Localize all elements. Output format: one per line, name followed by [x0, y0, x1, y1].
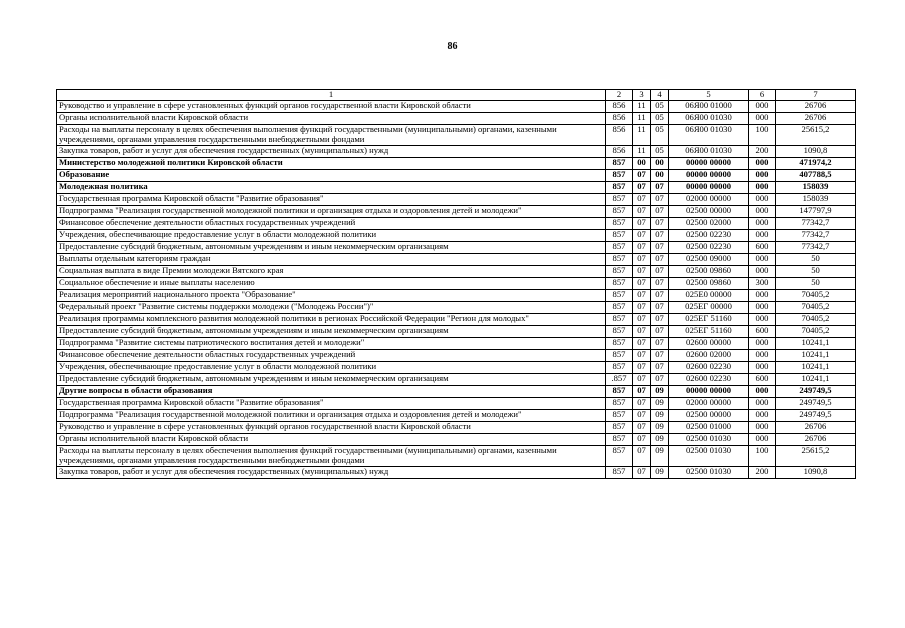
table-row	[57, 385, 856, 397]
row-name-cell: Финансовое обеспечение деятельности областных государственных учреждений	[57, 349, 606, 361]
table-row	[57, 277, 856, 289]
row-amount-cell: 10241,1	[776, 349, 856, 361]
row-code-6-cell: 200	[749, 466, 776, 478]
row-code-2-cell: 857	[606, 445, 633, 466]
row-amount-cell: 50	[776, 277, 856, 289]
row-code-4-cell: 07	[651, 193, 669, 205]
row-code-2-cell: 857	[606, 313, 633, 325]
row-name-cell: Предоставление субсидий бюджетным, автономным учреждениям и иным некоммерческим организациям	[57, 325, 606, 337]
row-amount-cell: 70405,2	[776, 289, 856, 301]
row-name-cell: Финансовое обеспечение деятельности областных государственных учреждений	[57, 217, 606, 229]
table-row	[57, 433, 856, 445]
row-code-6-cell: 000	[749, 101, 776, 113]
header-cell-3: 3	[633, 90, 651, 101]
row-code-5-cell: 06Я00 01030	[669, 145, 749, 157]
row-code-2-cell: 857	[606, 301, 633, 313]
row-code-5-cell: 02500 01000	[669, 421, 749, 433]
row-code-4-cell: 07	[651, 181, 669, 193]
row-code-5-cell: 02500 02230	[669, 241, 749, 253]
row-code-3-cell: 07	[633, 301, 651, 313]
row-amount-cell: 50	[776, 265, 856, 277]
row-code-5-cell: 06Я00 01030	[669, 125, 749, 146]
row-code-4-cell: 07	[651, 289, 669, 301]
row-code-3-cell: 11	[633, 145, 651, 157]
row-code-3-cell: 07	[633, 241, 651, 253]
row-code-6-cell: 000	[749, 113, 776, 125]
table-row	[57, 349, 856, 361]
row-code-2-cell: 857	[606, 265, 633, 277]
table-row	[57, 265, 856, 277]
row-code-3-cell: 07	[633, 445, 651, 466]
row-amount-cell: 471974,2	[776, 157, 856, 169]
row-code-3-cell: 07	[633, 349, 651, 361]
row-amount-cell: 10241,1	[776, 361, 856, 373]
row-code-5-cell: 02600 02230	[669, 361, 749, 373]
row-amount-cell: 1090,8	[776, 466, 856, 478]
header-cell-5: 5	[669, 90, 749, 101]
row-code-2-cell: 857	[606, 361, 633, 373]
row-code-4-cell: 07	[651, 349, 669, 361]
row-code-5-cell: 02500 00000	[669, 205, 749, 217]
row-code-2-cell: 856	[606, 113, 633, 125]
row-name-cell: Учреждения, обеспечивающие предоставление услуг в области молодежной политики	[57, 361, 606, 373]
row-code-2-cell: 857	[606, 229, 633, 241]
row-code-5-cell: 02500 02230	[669, 229, 749, 241]
table-row	[57, 113, 856, 125]
row-code-5-cell: 02500 01030	[669, 466, 749, 478]
row-code-3-cell: 07	[633, 337, 651, 349]
table-row	[57, 289, 856, 301]
header-cell-6: 6	[749, 90, 776, 101]
row-code-4-cell: 09	[651, 385, 669, 397]
row-amount-cell: 249749,5	[776, 409, 856, 421]
row-code-4-cell: 07	[651, 277, 669, 289]
row-code-4-cell: 07	[651, 265, 669, 277]
row-code-5-cell: 00000 00000	[669, 181, 749, 193]
row-code-6-cell: 000	[749, 397, 776, 409]
row-code-2-cell: 857	[606, 181, 633, 193]
row-code-4-cell: 00	[651, 157, 669, 169]
row-code-5-cell: 025ЕГ 00000	[669, 301, 749, 313]
row-code-2-cell: 857	[606, 433, 633, 445]
row-code-5-cell: 06Я00 01030	[669, 113, 749, 125]
row-amount-cell: 26706	[776, 113, 856, 125]
row-code-2-cell: 857	[606, 289, 633, 301]
row-amount-cell: 249749,5	[776, 397, 856, 409]
row-code-4-cell: 05	[651, 125, 669, 146]
table-row	[57, 157, 856, 169]
row-code-3-cell: 07	[633, 205, 651, 217]
row-code-6-cell: 300	[749, 277, 776, 289]
row-code-5-cell: 02500 02000	[669, 217, 749, 229]
row-code-3-cell: 07	[633, 361, 651, 373]
row-amount-cell: 25615,2	[776, 445, 856, 466]
row-code-2-cell: 857	[606, 397, 633, 409]
row-code-3-cell: 07	[633, 433, 651, 445]
row-code-4-cell: 05	[651, 113, 669, 125]
row-code-4-cell: 00	[651, 169, 669, 181]
row-code-6-cell: 000	[749, 253, 776, 265]
header-cell-7: 7	[776, 90, 856, 101]
row-code-5-cell: 02600 02000	[669, 349, 749, 361]
row-code-3-cell: 07	[633, 265, 651, 277]
table-row	[57, 169, 856, 181]
row-code-3-cell: 07	[633, 313, 651, 325]
row-name-cell: Молодежная политика	[57, 181, 606, 193]
row-code-5-cell: 025ЕГ 51160	[669, 313, 749, 325]
row-code-6-cell: 000	[749, 181, 776, 193]
row-code-5-cell: 02500 01030	[669, 445, 749, 466]
row-code-5-cell: 02500 09000	[669, 253, 749, 265]
row-name-cell: Закупка товаров, работ и услуг для обеспечения государственных (муниципальных) нужд	[57, 466, 606, 478]
table-row	[57, 325, 856, 337]
row-code-6-cell: 000	[749, 289, 776, 301]
row-code-3-cell: 07	[633, 229, 651, 241]
row-code-5-cell: 025E0 00000	[669, 289, 749, 301]
row-code-5-cell: 02600 02230	[669, 373, 749, 385]
row-code-4-cell: 07	[651, 301, 669, 313]
row-code-6-cell: 000	[749, 433, 776, 445]
row-code-6-cell: 000	[749, 265, 776, 277]
row-code-6-cell: 000	[749, 337, 776, 349]
table-row	[57, 409, 856, 421]
row-name-cell: Реализация программы комплексного развития молодежной политики в регионах Российской Федерации "Регион для молодых"	[57, 313, 606, 325]
row-code-4-cell: 07	[651, 373, 669, 385]
row-name-cell: Выплаты отдельным категориям граждан	[57, 253, 606, 265]
row-code-4-cell: 07	[651, 241, 669, 253]
row-amount-cell: 77342,7	[776, 217, 856, 229]
row-amount-cell: 77342,7	[776, 229, 856, 241]
row-name-cell: Предоставление субсидий бюджетным, автономным учреждениям и иным некоммерческим организациям	[57, 241, 606, 253]
row-code-6-cell: 000	[749, 169, 776, 181]
row-code-4-cell: 07	[651, 313, 669, 325]
row-code-5-cell: 02500 00000	[669, 409, 749, 421]
row-code-2-cell: 857	[606, 421, 633, 433]
table-row	[57, 241, 856, 253]
row-code-2-cell: 857	[606, 217, 633, 229]
row-code-6-cell: 600	[749, 373, 776, 385]
row-code-2-cell: 857	[606, 409, 633, 421]
row-amount-cell: 70405,2	[776, 301, 856, 313]
row-code-6-cell: 000	[749, 229, 776, 241]
row-name-cell: Закупка товаров, работ и услуг для обеспечения государственных (муниципальных) нужд	[57, 145, 606, 157]
row-code-4-cell: 07	[651, 337, 669, 349]
row-code-4-cell: 07	[651, 253, 669, 265]
row-amount-cell: 50	[776, 253, 856, 265]
table-row	[57, 217, 856, 229]
row-code-6-cell: 100	[749, 125, 776, 146]
table-row	[57, 193, 856, 205]
row-name-cell: Реализация мероприятий национального проекта "Образование"	[57, 289, 606, 301]
row-code-5-cell: 00000 00000	[669, 385, 749, 397]
row-code-6-cell: 000	[749, 349, 776, 361]
table-row	[57, 205, 856, 217]
row-code-3-cell: 07	[633, 325, 651, 337]
row-code-3-cell: 11	[633, 113, 651, 125]
row-code-2-cell: 857	[606, 277, 633, 289]
row-code-4-cell: 05	[651, 145, 669, 157]
row-code-2-cell: 857	[606, 169, 633, 181]
row-code-6-cell: 000	[749, 385, 776, 397]
row-name-cell: Государственная программа Кировской области "Развитие образования"	[57, 193, 606, 205]
row-code-4-cell: 09	[651, 409, 669, 421]
row-code-2-cell: 856	[606, 125, 633, 146]
table-row	[57, 253, 856, 265]
row-code-6-cell: 000	[749, 313, 776, 325]
row-code-5-cell: 00000 00000	[669, 157, 749, 169]
row-code-5-cell: 00000 00000	[669, 169, 749, 181]
row-code-4-cell: 07	[651, 361, 669, 373]
row-code-2-cell: 857	[606, 385, 633, 397]
row-amount-cell: 407788,5	[776, 169, 856, 181]
table-row	[57, 337, 856, 349]
row-code-4-cell: 05	[651, 101, 669, 113]
row-amount-cell: 147797,9	[776, 205, 856, 217]
row-code-2-cell: 857	[606, 337, 633, 349]
table-row	[57, 229, 856, 241]
row-name-cell: Расходы на выплаты персоналу в целях обеспечения выполнения функций государственными (муниципальными) органами, казенными учреждениями, органами управления государственными внебюджетными фондами	[57, 445, 606, 466]
row-amount-cell: 26706	[776, 101, 856, 113]
row-name-cell: Руководство и управление в сфере установленных функций органов государственной власти Кировской области	[57, 421, 606, 433]
row-code-3-cell: 07	[633, 373, 651, 385]
row-code-2-cell: 857	[606, 349, 633, 361]
row-code-3-cell: 07	[633, 169, 651, 181]
row-code-6-cell: 000	[749, 301, 776, 313]
row-code-2-cell: 856	[606, 101, 633, 113]
row-amount-cell: 158039	[776, 181, 856, 193]
row-name-cell: Органы исполнительной власти Кировской области	[57, 113, 606, 125]
row-code-5-cell: 02600 00000	[669, 337, 749, 349]
row-code-4-cell: 07	[651, 325, 669, 337]
row-amount-cell: 10241,1	[776, 373, 856, 385]
table-row	[57, 361, 856, 373]
row-name-cell: Органы исполнительной власти Кировской области	[57, 433, 606, 445]
table-row	[57, 101, 856, 113]
row-code-6-cell: 600	[749, 325, 776, 337]
row-name-cell: Подпрограмма "Развитие системы патриотического воспитания детей и молодежи"	[57, 337, 606, 349]
row-code-4-cell: 09	[651, 445, 669, 466]
row-name-cell: Подпрограмма "Реализация государственной молодежной политики и организация отдыха и оздоровления детей и молодежи"	[57, 205, 606, 217]
row-code-3-cell: 07	[633, 277, 651, 289]
row-code-5-cell: 025ЕГ 51160	[669, 325, 749, 337]
row-code-3-cell: 07	[633, 409, 651, 421]
row-code-3-cell: 07	[633, 181, 651, 193]
row-code-6-cell: 000	[749, 193, 776, 205]
table-row	[57, 445, 856, 466]
row-name-cell: Социальная выплата в виде Премии молодежи Вятского края	[57, 265, 606, 277]
table-row	[57, 466, 856, 478]
row-code-2-cell: 857	[606, 253, 633, 265]
table-row	[57, 421, 856, 433]
row-code-2-cell: 857	[606, 205, 633, 217]
row-code-3-cell: 07	[633, 421, 651, 433]
row-name-cell: Учреждения, обеспечивающие предоставление услуг в области молодежной политики	[57, 229, 606, 241]
row-code-6-cell: 600	[749, 241, 776, 253]
row-code-6-cell: 000	[749, 409, 776, 421]
row-name-cell: Предоставление субсидий бюджетным, автономным учреждениям и иным некоммерческим организациям	[57, 373, 606, 385]
row-name-cell: Федеральный проект "Развитие системы поддержки молодежи ("Молодежь России")"	[57, 301, 606, 313]
page-number: 86	[447, 41, 458, 52]
row-name-cell: Образование	[57, 169, 606, 181]
row-code-2-cell: 857	[606, 325, 633, 337]
row-code-3-cell: 07	[633, 397, 651, 409]
row-code-5-cell: 02000 00000	[669, 193, 749, 205]
row-amount-cell: 158039	[776, 193, 856, 205]
row-code-3-cell: 07	[633, 385, 651, 397]
header-row	[57, 90, 856, 101]
row-code-3-cell: 07	[633, 289, 651, 301]
table-row	[57, 397, 856, 409]
row-code-3-cell: 07	[633, 193, 651, 205]
row-code-3-cell: 07	[633, 466, 651, 478]
row-code-5-cell: 02500 09860	[669, 277, 749, 289]
header-cell-1: 1	[57, 90, 606, 101]
row-code-6-cell: 200	[749, 145, 776, 157]
row-amount-cell: 26706	[776, 433, 856, 445]
row-name-cell: Социальное обеспечение и иные выплаты населению	[57, 277, 606, 289]
table-row	[57, 373, 856, 385]
row-code-5-cell: 02000 00000	[669, 397, 749, 409]
row-code-3-cell: 07	[633, 217, 651, 229]
table-body	[57, 90, 856, 479]
row-code-6-cell: 100	[749, 445, 776, 466]
table-row	[57, 181, 856, 193]
row-amount-cell: 10241,1	[776, 337, 856, 349]
row-code-4-cell: 07	[651, 229, 669, 241]
row-name-cell: Государственная программа Кировской области "Развитие образования"	[57, 397, 606, 409]
row-code-4-cell: 09	[651, 466, 669, 478]
row-amount-cell: 70405,2	[776, 313, 856, 325]
row-name-cell: Министерство молодежной политики Кировской области	[57, 157, 606, 169]
row-code-4-cell: 07	[651, 205, 669, 217]
row-name-cell: Руководство и управление в сфере установленных функций органов государственной власти Кировской области	[57, 101, 606, 113]
row-amount-cell: 25615,2	[776, 125, 856, 146]
header-cell-2: 2	[606, 90, 633, 101]
row-code-3-cell: 07	[633, 253, 651, 265]
row-code-2-cell: 857	[606, 193, 633, 205]
row-code-2-cell: .857	[606, 373, 633, 385]
header-cell-4: 4	[651, 90, 669, 101]
table-row	[57, 125, 856, 146]
row-name-cell: Другие вопросы в области образования	[57, 385, 606, 397]
row-code-4-cell: 09	[651, 433, 669, 445]
row-amount-cell: 70405,2	[776, 325, 856, 337]
row-code-4-cell: 09	[651, 421, 669, 433]
row-amount-cell: 1090,8	[776, 145, 856, 157]
row-code-6-cell: 000	[749, 361, 776, 373]
row-code-4-cell: 07	[651, 217, 669, 229]
row-code-6-cell: 000	[749, 205, 776, 217]
budget-table	[56, 89, 856, 479]
row-code-2-cell: 857	[606, 157, 633, 169]
table-row	[57, 313, 856, 325]
row-code-6-cell: 000	[749, 217, 776, 229]
row-code-2-cell: 857	[606, 466, 633, 478]
row-code-4-cell: 09	[651, 397, 669, 409]
row-code-3-cell: 00	[633, 157, 651, 169]
row-amount-cell: 77342,7	[776, 241, 856, 253]
row-code-2-cell: 857	[606, 241, 633, 253]
table-row	[57, 301, 856, 313]
row-name-cell: Расходы на выплаты персоналу в целях обеспечения выполнения функций государственными (муниципальными) органами, казенными учреждениями, органами управления государственными внебюджетными фондами	[57, 125, 606, 146]
row-code-5-cell: 02500 01030	[669, 433, 749, 445]
row-amount-cell: 249749,5	[776, 385, 856, 397]
table-row	[57, 145, 856, 157]
row-code-3-cell: 11	[633, 125, 651, 146]
row-name-cell: Подпрограмма "Реализация государственной молодежной политики и организация отдыха и оздоровления детей и молодежи"	[57, 409, 606, 421]
row-amount-cell: 26706	[776, 421, 856, 433]
row-code-6-cell: 000	[749, 421, 776, 433]
row-code-3-cell: 11	[633, 101, 651, 113]
row-code-5-cell: 02500 09860	[669, 265, 749, 277]
row-code-6-cell: 000	[749, 157, 776, 169]
row-code-2-cell: 856	[606, 145, 633, 157]
row-code-5-cell: 06Я00 01000	[669, 101, 749, 113]
